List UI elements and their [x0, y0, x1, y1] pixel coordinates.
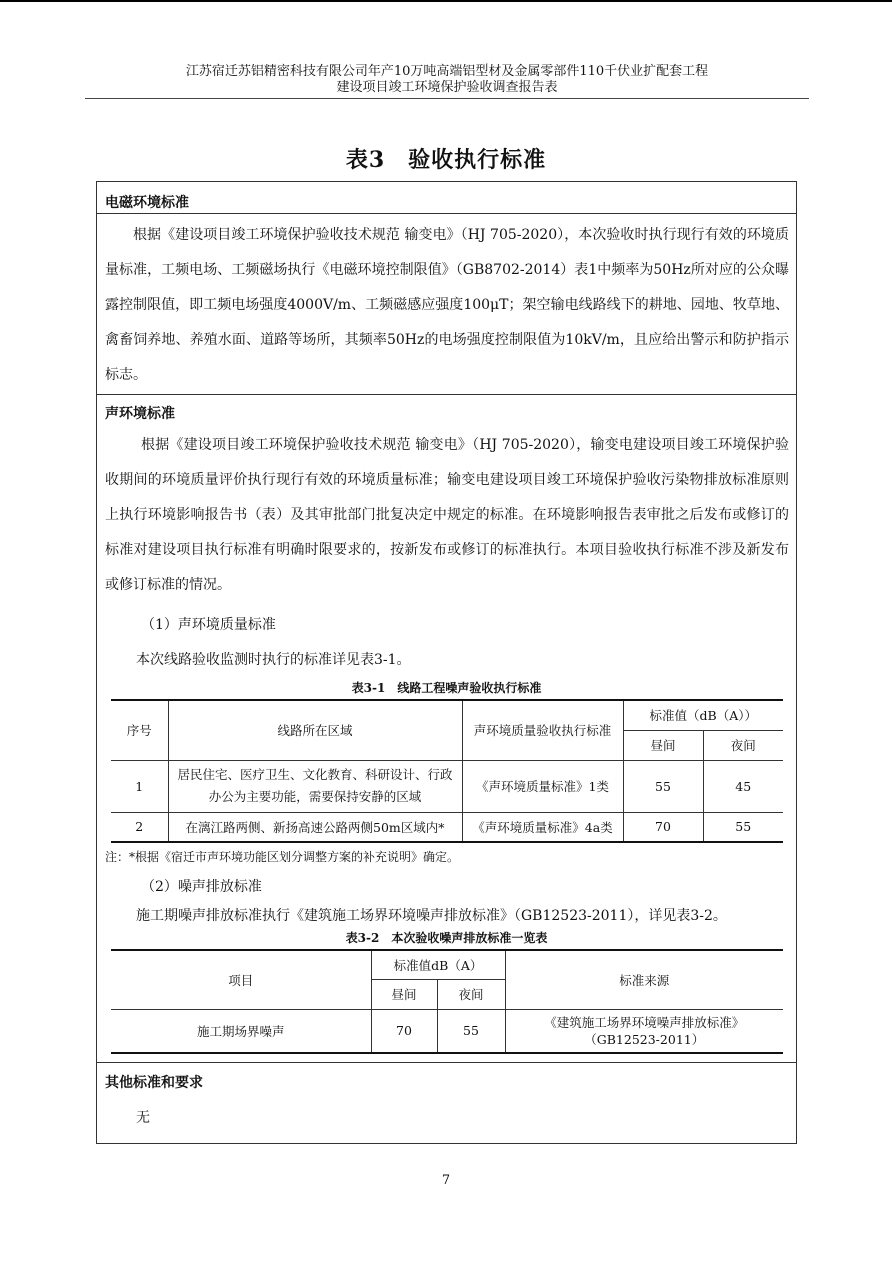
noise-section-title: 声环境标准: [105, 406, 175, 422]
table-3-1-caption: 表3-1 线路工程噪声验收执行标准: [351, 681, 542, 695]
col-header-day: 昼间: [371, 979, 437, 1009]
noise-sub1-heading: （1）声环境质量标准: [141, 617, 276, 633]
cell-no: 2: [111, 812, 168, 842]
divider: [97, 394, 796, 395]
cell-day: 70: [623, 812, 703, 842]
col-header-value: 标准值（dB（A））: [623, 700, 783, 730]
table-3-2: [111, 949, 783, 1054]
col-header-no: 序号: [111, 700, 168, 760]
cell-source-line-1: 《建筑施工场界环境噪声排放标准》: [544, 1014, 745, 1030]
col-header-day: 昼间: [623, 730, 703, 760]
cell-area: 在漓江路两侧、新扬高速公路两侧50m区域内*: [168, 812, 462, 842]
emf-section-title: 电磁环境标准: [105, 195, 189, 211]
col-header-night: 夜间: [437, 979, 505, 1009]
noise-sub2-heading: （2）噪声排放标准: [141, 879, 262, 895]
standards-frame: [96, 181, 797, 1144]
col-header-item: 项目: [111, 950, 371, 1009]
noise-section-body: 根据《建设项目竣工环境保护验收技术规范 输变电》（HJ 705-2020），输变电建设项目竣工环境保护验收期间的环境质量评价执行现行有效的环境质量标准；输变电建设项目竣工环境保护验收污染物排放标准原则上执行环境影响报告书（表）及其审批部门批复决定中规定的标准。在环境影响报告表审批之后发布或修订的标准对建设项目执行标准有明确时限要求的，按新发布或修订的标准执行。本项目验收执行标准不涉及新发布或修订标准的情况。: [105, 437, 789, 593]
divider: [97, 1062, 796, 1063]
cell-standard: 《声环境质量标准》1类: [462, 760, 623, 812]
page-title: 表3 验收执行标准: [345, 147, 547, 173]
table-3-1-note: 注：*根据《宿迁市声环境功能区划分调整方案的补充说明》确定。: [105, 850, 460, 864]
col-header-area: 线路所在区域: [168, 700, 462, 760]
cell-night: 55: [703, 812, 783, 842]
col-header-night: 夜间: [703, 730, 783, 760]
table-row: [111, 760, 783, 812]
col-header-standard: 声环境质量验收执行标准: [462, 700, 623, 760]
header-line-1: 江苏宿迁苏铝精密科技有限公司年产10万吨高端铝型材及金属零部件110千伏业扩配套工程: [185, 64, 709, 79]
page-number: 7: [441, 1173, 451, 1188]
other-section-body: 无: [136, 1110, 150, 1126]
col-header-source: 标准来源: [505, 950, 783, 1009]
top-border: [0, 0, 892, 2]
table-row: [111, 812, 783, 842]
cell-item: 施工期场界噪声: [111, 1009, 371, 1053]
emf-section-body: 根据《建设项目竣工环境保护验收技术规范 输变电》（HJ 705-2020），本次验收时执行现行有效的环境质量标准，工频电场、工频磁场执行《电磁环境控制限值》（GB8702-2014）表1中频率为50Hz所对应的公众曝露控制限值，即工频电场强度4000V/m、工频磁感应强度100μT；架空输电线路线下的耕地、园地、牧草地、禽畜饲养地、养殖水面、道路等场所，其频率50Hz的电场强度控制限值为10kV/m，且应给出警示和防护指示标志。: [105, 227, 789, 383]
other-section-title: 其他标准和要求: [105, 1075, 203, 1091]
cell-day: 70: [371, 1009, 437, 1053]
cell-source: [505, 1009, 783, 1053]
page-header: [85, 64, 809, 96]
col-header-value: 标准值dB（A）: [371, 950, 505, 979]
cell-source-line-2: （GB12523-2011）: [584, 1031, 705, 1047]
cell-standard: 《声环境质量标准》4a类: [462, 812, 623, 842]
table-3-1: [111, 699, 783, 843]
noise-sub1-text: 本次线路验收监测时执行的标准详见表3-1。: [136, 652, 411, 668]
cell-night: 45: [703, 760, 783, 812]
cell-area: 居民住宅、医疗卫生、文化教育、科研设计、行政办公为主要功能，需要保持安静的区域: [168, 760, 462, 812]
table-3-2-caption: 表3-2 本次验收噪声排放标准一览表: [345, 931, 548, 945]
cell-day: 55: [623, 760, 703, 812]
table-row: [111, 1009, 783, 1053]
cell-night: 55: [437, 1009, 505, 1053]
divider: [97, 213, 796, 214]
cell-no: 1: [111, 760, 168, 812]
header-line-2: 建设项目竣工环境保护验收调查报告表: [336, 80, 558, 95]
noise-sub2-text: 施工期噪声排放标准执行《建筑施工场界环境噪声排放标准》（GB12523-2011），详见表3-2。: [136, 908, 727, 924]
header-rule: [85, 98, 809, 99]
